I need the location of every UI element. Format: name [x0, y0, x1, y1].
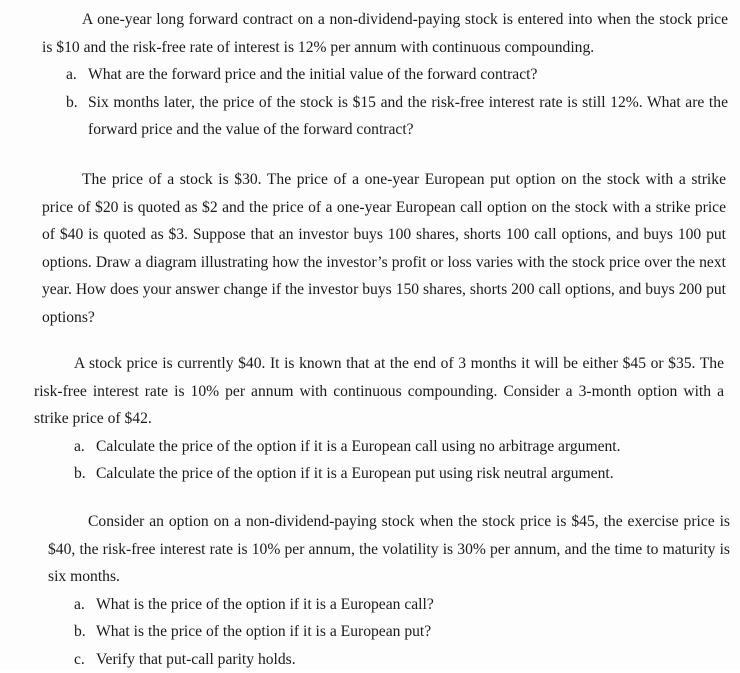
- part-letter: b.: [74, 460, 96, 488]
- part-letter: b.: [74, 618, 96, 646]
- problem-3-part-a: [74, 433, 724, 461]
- part-text: Verify that put-call parity holds.: [96, 646, 730, 673]
- part-letter: a.: [74, 591, 96, 619]
- part-letter: a.: [74, 433, 96, 461]
- problem-3-part-b: [74, 460, 724, 488]
- problem-1: [42, 6, 728, 144]
- problem-4-statement: Consider an option on a non-dividend-paying stock when the stock price is $45, the exercise price is $40, the risk-free interest rate is 10% per annum, the volatility is 30% per annum, and the time to maturity is six months.: [48, 508, 730, 591]
- part-letter: b.: [66, 89, 88, 144]
- problem-4-part-b: [74, 618, 730, 646]
- problem-1-part-a: [66, 61, 728, 89]
- part-text: Calculate the price of the option if it is a European call using no arbitrage argument.: [96, 433, 724, 461]
- problem-4-part-c: [74, 646, 730, 673]
- problem-4: [48, 508, 730, 673]
- problem-2: [42, 166, 726, 331]
- part-text: What are the forward price and the initial value of the forward contract?: [88, 61, 728, 89]
- problem-1-part-b: [66, 89, 728, 144]
- part-text: What is the price of the option if it is a European call?: [96, 591, 730, 619]
- problem-4-part-a: [74, 591, 730, 619]
- problem-3-statement: A stock price is currently $40. It is known that at the end of 3 months it will be either $45 or $35. The risk-free interest rate is 10% per annum with continuous compounding. Consider a 3-month option with a strike price of $42.: [34, 350, 724, 433]
- problem-1-statement: A one-year long forward contract on a non-dividend-paying stock is entered into when the stock price is $10 and the risk-free rate of interest is 12% per annum with continuous compounding.: [42, 6, 728, 61]
- part-text: Six months later, the price of the stock is $15 and the risk-free interest rate is still 12%. What are the forward price and the value of the forward contract?: [88, 89, 728, 144]
- problem-3: [34, 350, 724, 488]
- part-letter: c.: [74, 646, 96, 673]
- part-text: Calculate the price of the option if it is a European put using risk neutral argument.: [96, 460, 724, 488]
- part-text: What is the price of the option if it is a European put?: [96, 618, 730, 646]
- part-letter: a.: [66, 61, 88, 89]
- problem-2-statement: The price of a stock is $30. The price of a one-year European put option on the stock with a strike price of $20 is quoted as $2 and the price of a one-year European call option on the stock with a strike price of $40 is quoted as $3. Suppose that an investor buys 100 shares, shorts 100 call options, and buys 100 put options. Draw a diagram illustrating how the investor’s profit or loss varies with the stock price over the next year. How does your answer change if the investor buys 150 shares, shorts 200 call options, and buys 200 put options?: [42, 166, 726, 331]
